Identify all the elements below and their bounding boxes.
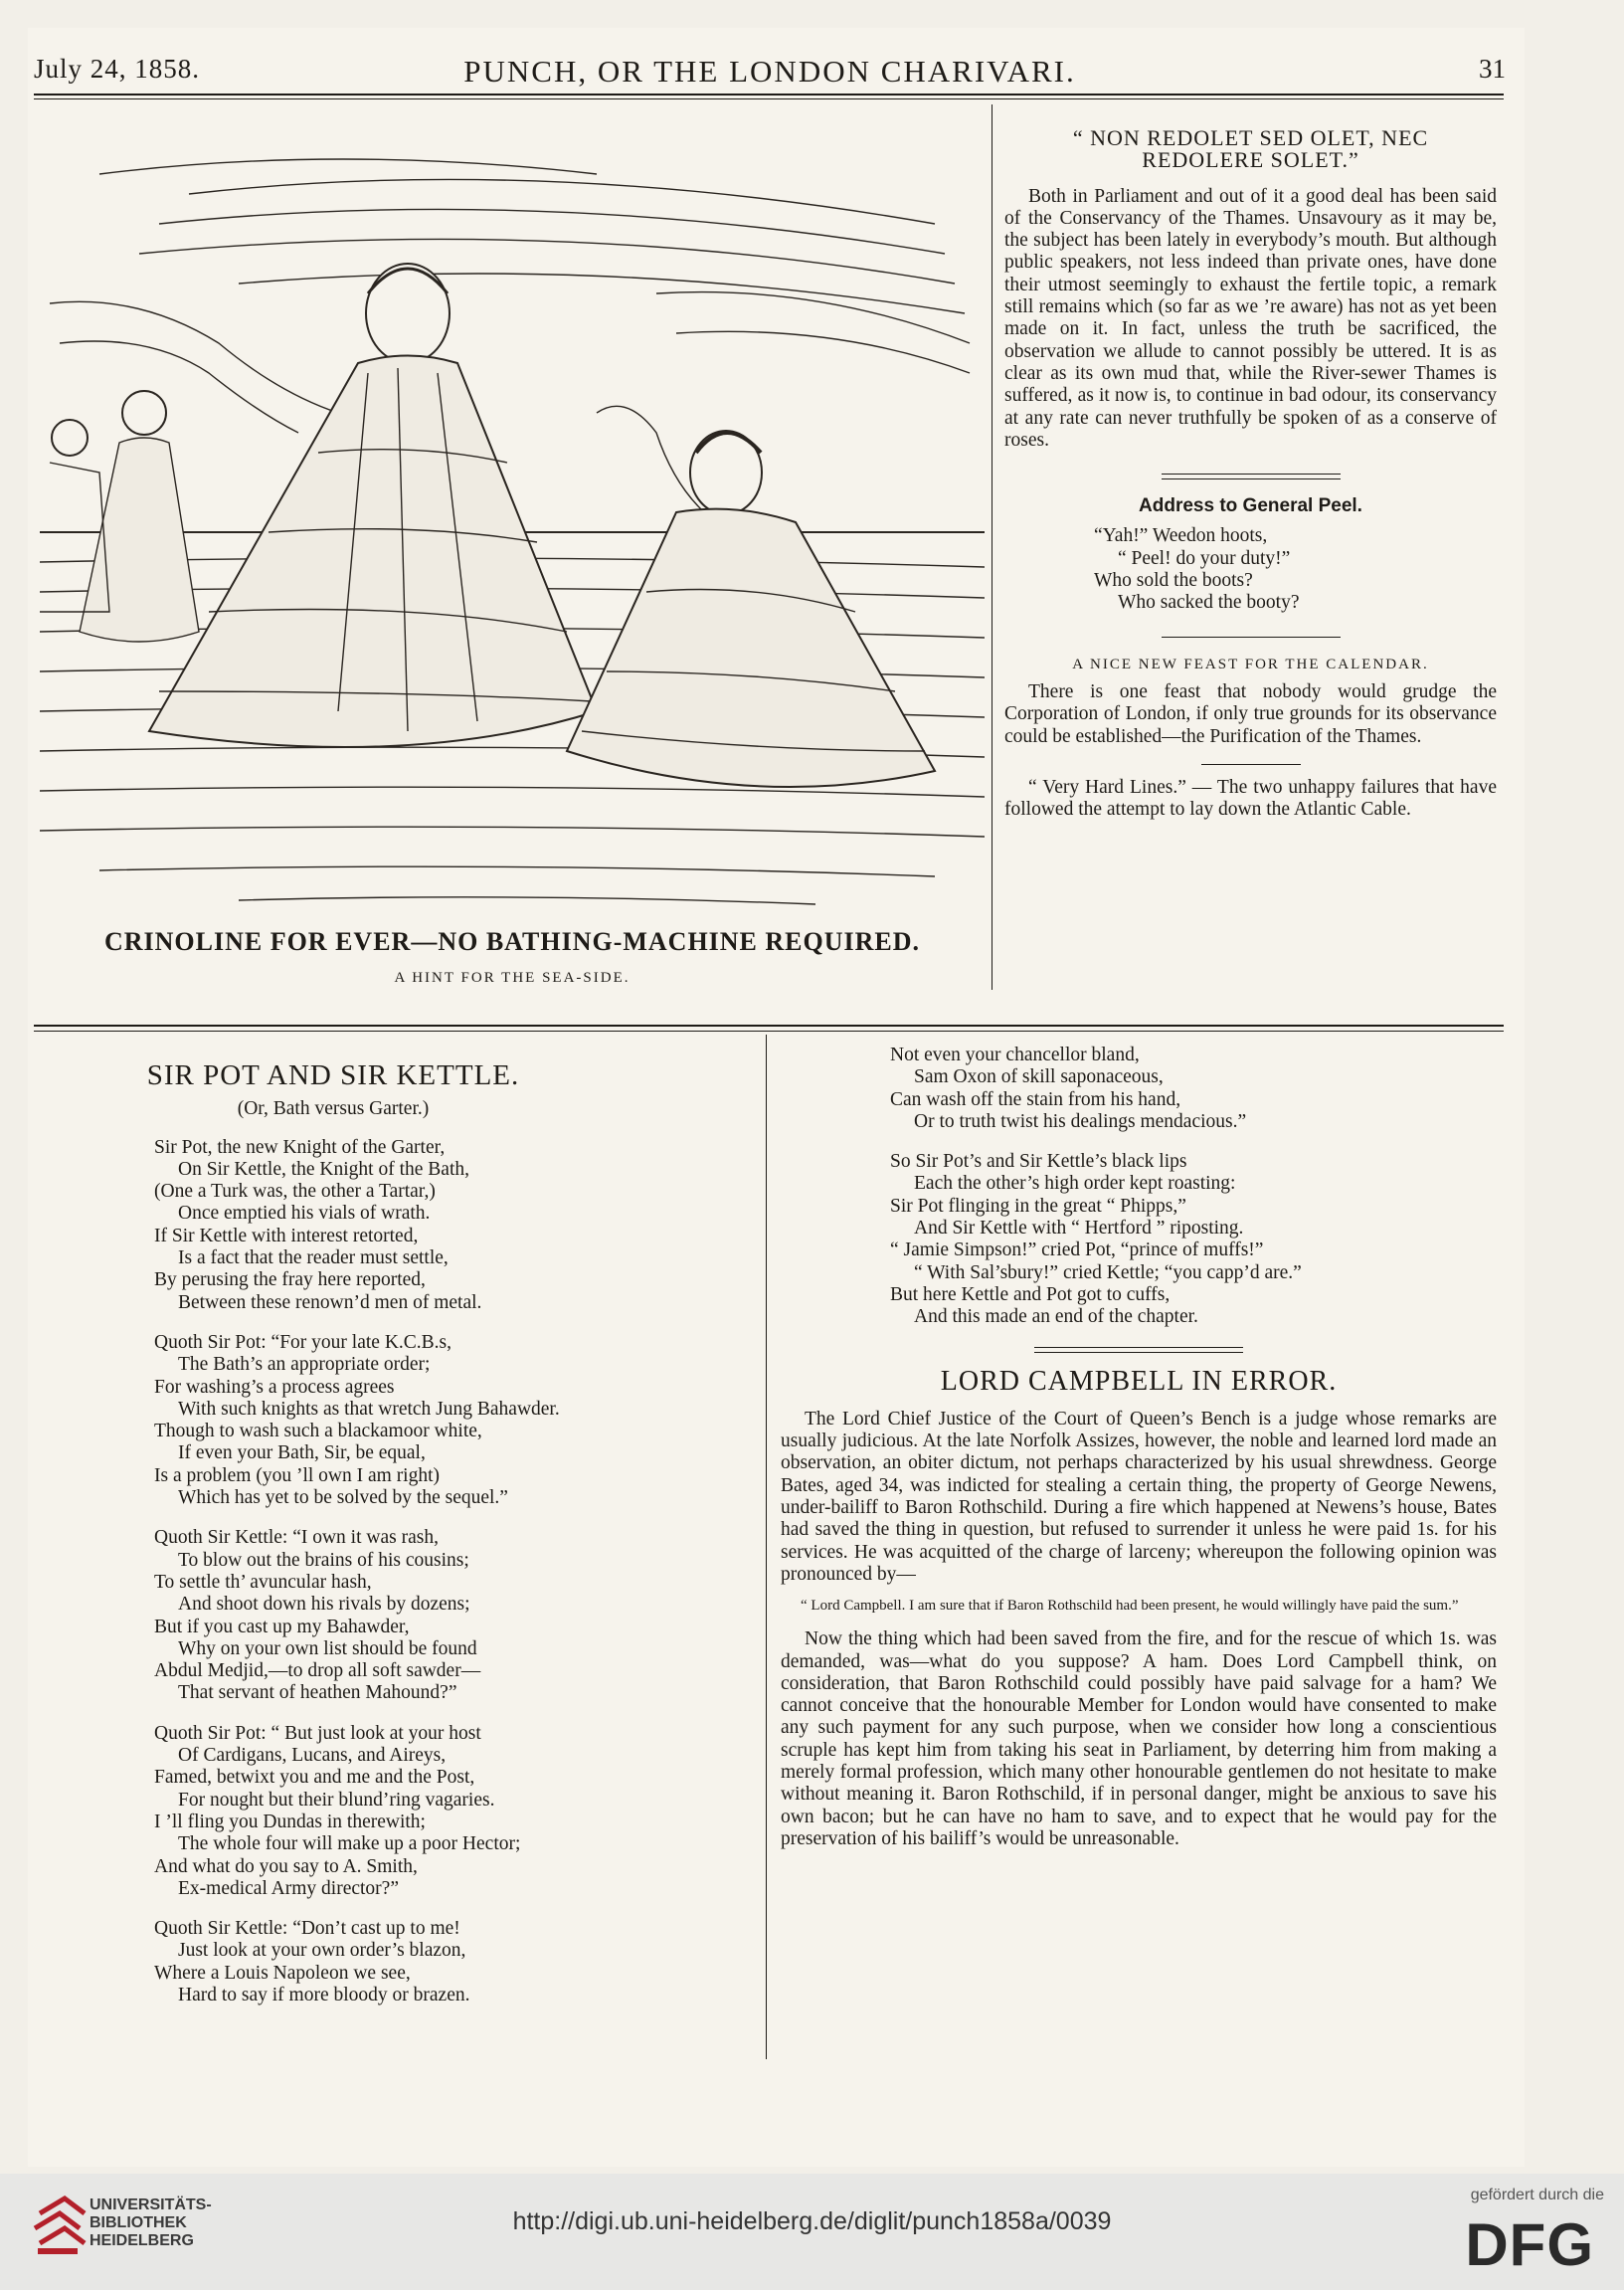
verse-line: Quoth Sir Kettle: “Don’t cast up to me! <box>154 1918 460 1940</box>
sir-pot-verse <box>154 1137 751 2007</box>
verse-line: With such knights as that wretch Jung Bahawder. <box>178 1398 560 1420</box>
verse-line: The Bath’s an appropriate order; <box>178 1354 431 1376</box>
sir-pot-subtitle: (Or, Bath versus Garter.) <box>237 1098 430 1120</box>
lower-right-column <box>781 1045 1497 1850</box>
verse-line: Just look at your own order’s blazon, <box>178 1940 466 1962</box>
divider <box>1201 764 1301 765</box>
verse-line: If Sir Kettle with interest retorted, <box>154 1225 419 1246</box>
column-divider-bottom <box>766 1035 767 2059</box>
verse-line: Not even your chancellor bland, <box>890 1045 1140 1065</box>
verse-line: Sir Pot flinging in the great “ Phipps,” <box>890 1195 1186 1217</box>
verse-line: Can wash off the stain from his hand, <box>890 1088 1181 1110</box>
stanza-3 <box>154 1527 751 1704</box>
source-url-link[interactable]: http://digi.ub.uni-heidelberg.de/diglit/punch1858a/0039 <box>512 2207 1112 2235</box>
verse-line: And Sir Kettle with “ Hertford ” riposting. <box>914 1218 1244 1240</box>
cartoon-title: CRINOLINE FOR EVER—NO BATHING-MACHINE REQUIRED. <box>103 927 921 956</box>
header-rule <box>34 94 1504 95</box>
verse-line: Each the other’s high order kept roasting: <box>914 1173 1236 1195</box>
lord-campbell-para1: The Lord Chief Justice of the Court of Queen’s Bench is a judge whose remarks are usually judicious. At the late Norfolk Assizes, however, the noble and learned lord made an observation, an obiter dictum, not perhaps characterized by his usual shrewdness. George Bates, aged 34, was indicted for stealing a certain thing, the property of George Newens, under-bailiff to Baron Rothschild. During a fire which happened at Newens’s house, Bates had saved the thing in question, but refused to surrender it unless he were paid 1s. for his services. He was acquitted of the charge of larceny; whereupon the following opinion was pronounced by— <box>781 1408 1497 1585</box>
verse-line: Sir Pot, the new Knight of the Garter, <box>154 1136 446 1158</box>
verse-line: I ’ll fling you Dundas in therewith; <box>154 1811 426 1832</box>
funding-label: gefördert durch die <box>1470 2187 1604 2203</box>
verse-line: Of Cardigans, Lucans, and Aireys, <box>178 1745 447 1767</box>
non-redolet-title-2: REDOLERE SOLET.” <box>1142 147 1359 173</box>
verse-line: But here Kettle and Pot got to cuffs, <box>890 1283 1171 1305</box>
header-rule-thin <box>34 98 1504 99</box>
verse-line: Who sold the boots? <box>1094 570 1253 592</box>
sir-pot-column <box>146 1059 751 2024</box>
verse-line: Once emptied his vials of wrath. <box>178 1203 431 1225</box>
verse-line: “ Peel! do your duty!” <box>1118 547 1291 569</box>
issue-date: July 24, 1858. <box>34 54 201 84</box>
cartoon-subtitle: A HINT FOR THE SEA-SIDE. <box>394 970 631 986</box>
non-redolet-body: Both in Parliament and out of it a good deal has been said of the Conservancy of the Thames. Unsavoury as it may be, the subject has been lately in everybody’s mouth. But although public speakers, not less indeed than private ones, have done their utmost seemingly to exhaust the fertile topic, a remark still remains which (so far as we ’re aware) has not as yet been made on it. In fact, unless the truth be sacrificed, the observation we allude to cannot possibly be uttered. It is as clear as its own mud that, while the River-sewer Thames is suffered, as it now is, to continue in bad odour, its conservancy at any rate can never truthfully be spoken of as a conserve of roses. <box>1004 185 1497 451</box>
divider <box>1162 478 1341 479</box>
verse-line: Or to truth twist his dealings mendacious.” <box>914 1110 1247 1132</box>
page-number: 31 <box>1479 54 1506 84</box>
feast-body: There is one feast that nobody would grudge the Corporation of London, if only true grounds for its observance could be established—the Purification of the Thames. <box>1004 680 1497 747</box>
verse-line: That servant of heathen Mahound?” <box>178 1682 457 1704</box>
library-line: HEIDELBERG <box>90 2232 194 2249</box>
verse-line: And what do you say to A. Smith, <box>154 1855 418 1877</box>
stanza-2 <box>154 1332 751 1509</box>
verse-line: Is a problem (you ’ll own I am right) <box>154 1464 441 1486</box>
verse-line: To blow out the brains of his cousins; <box>178 1549 469 1571</box>
right-column <box>1004 127 1497 821</box>
page-header <box>34 50 1506 92</box>
verse-line: Ex-medical Army director?” <box>178 1877 399 1899</box>
verse-line: Where a Louis Napoleon we see, <box>154 1962 411 1984</box>
verse-line: Quoth Sir Kettle: “I own it was rash, <box>154 1527 439 1549</box>
divider <box>1162 637 1341 638</box>
section-rule <box>34 1025 1504 1027</box>
feast-title: A NICE NEW FEAST FOR THE CALENDAR. <box>1072 656 1429 672</box>
hard-lines-body: “ Very Hard Lines.” — The two unhappy failures that have followed the attempt to lay down the Atlantic Cable. <box>1004 776 1497 821</box>
verse-line: Though to wash such a blackamoor white, <box>154 1421 482 1442</box>
verse-line: The whole four will make up a poor Hector; <box>178 1833 521 1855</box>
library-line: UNIVERSITÄTS- <box>90 2196 212 2213</box>
verse-line: For nought but their blund’ring vagaries. <box>178 1789 495 1811</box>
verse-line: But if you cast up my Bahawder, <box>154 1616 410 1637</box>
lord-campbell-quote: “ Lord Campbell. I am sure that if Baron Rothschild had been present, he would willingly have paid the sum.” <box>801 1598 1459 1615</box>
verse-line: Quoth Sir Pot: “For your late K.C.B.s, <box>154 1331 452 1353</box>
stanza-1 <box>154 1137 751 1314</box>
section-rule-thin <box>34 1031 1504 1032</box>
stanza-5 <box>154 1918 751 2006</box>
verse-line: “ With Sal’sbury!” cried Kettle; “you capp’d are.” <box>914 1261 1302 1283</box>
verse-line: By perusing the fray here reported, <box>154 1269 426 1291</box>
verse-line: Who sacked the booty? <box>1118 592 1300 614</box>
verse-line: “Yah!” Weedon hoots, <box>1094 525 1268 547</box>
verse-line: Famed, betwixt you and me and the Post, <box>154 1767 475 1789</box>
divider <box>1034 1347 1243 1348</box>
non-redolet-title-1: “ NON REDOLET SED OLET, NEC <box>1072 125 1429 150</box>
cartoon-illustration <box>40 114 985 915</box>
verse-line: To settle th’ avuncular hash, <box>154 1571 372 1593</box>
verse-line: On Sir Kettle, the Knight of the Bath, <box>178 1158 469 1180</box>
verse-line: Sam Oxon of skill saponaceous, <box>914 1066 1164 1088</box>
divider <box>1034 1352 1243 1353</box>
verse-line: And shoot down his rivals by dozens; <box>178 1594 470 1616</box>
verse-line: (One a Turk was, the other a Tartar,) <box>154 1181 436 1203</box>
sir-pot-title: SIR POT AND SIR KETTLE. <box>146 1059 520 1091</box>
stanza-4 <box>154 1723 751 1900</box>
lord-campbell-title: LORD CAMPBELL IN ERROR. <box>940 1365 1338 1397</box>
masthead-title: PUNCH, OR THE LONDON CHARIVARI. <box>463 54 1076 89</box>
library-line: BIBLIOTHEK <box>90 2214 187 2231</box>
verse-line: And this made an end of the chapter. <box>914 1306 1198 1328</box>
verse-line: Which has yet to be solved by the sequel.” <box>178 1487 508 1509</box>
stanza-7 <box>890 1151 1497 1328</box>
verse-line: Quoth Sir Pot: “ But just look at your host <box>154 1722 481 1744</box>
verse-line: Is a fact that the reader must settle, <box>178 1247 449 1269</box>
address-peel-title: Address to General Peel. <box>1139 495 1362 517</box>
verse-line: “ Jamie Simpson!” cried Pot, “prince of muffs!” <box>890 1240 1264 1261</box>
dfg-logo: DFG <box>1465 2211 1594 2278</box>
verse-line: Hard to say if more bloody or brazen. <box>178 1984 470 2005</box>
verse-line: Between these renown’d men of metal. <box>178 1291 482 1313</box>
sir-pot-verse-continued <box>781 1045 1497 1329</box>
verse-line: So Sir Pot’s and Sir Kettle’s black lips <box>890 1151 1187 1173</box>
divider <box>1162 474 1341 475</box>
address-peel-verse <box>1004 525 1497 614</box>
verse-line: If even your Bath, Sir, be equal, <box>178 1442 426 1464</box>
lord-campbell-para2: Now the thing which had been saved from the fire, and for the rescue of which 1s. was demanded, was—what do you suppose? A ham. Does Lord Campbell think, on consideration, that Baron Rothschild could possibly have paid salvage for a ham? We cannot conceive that the honourable Member for London would have consented to make any such payment for any such purpose, when we consider how long a conscientious scruple has kept him from taking his seat in Parliament, by deterring him from making a merely formal profession, which many other honourable gentlemen do not hesitate to make without meaning it. Baron Rothschild, if in personal danger, might be anxious to save his own bacon; but he can have no ham to save, and to expect that he would pay for the preservation of his bailiff’s would be unreasonable. <box>781 1628 1497 1849</box>
stanza-6 <box>890 1045 1497 1133</box>
verse-line: Abdul Medjid,—to drop all soft sawder— <box>154 1660 481 1682</box>
verse-line: For washing’s a process agrees <box>154 1376 395 1398</box>
verse-line: Why on your own list should be found <box>178 1637 477 1659</box>
